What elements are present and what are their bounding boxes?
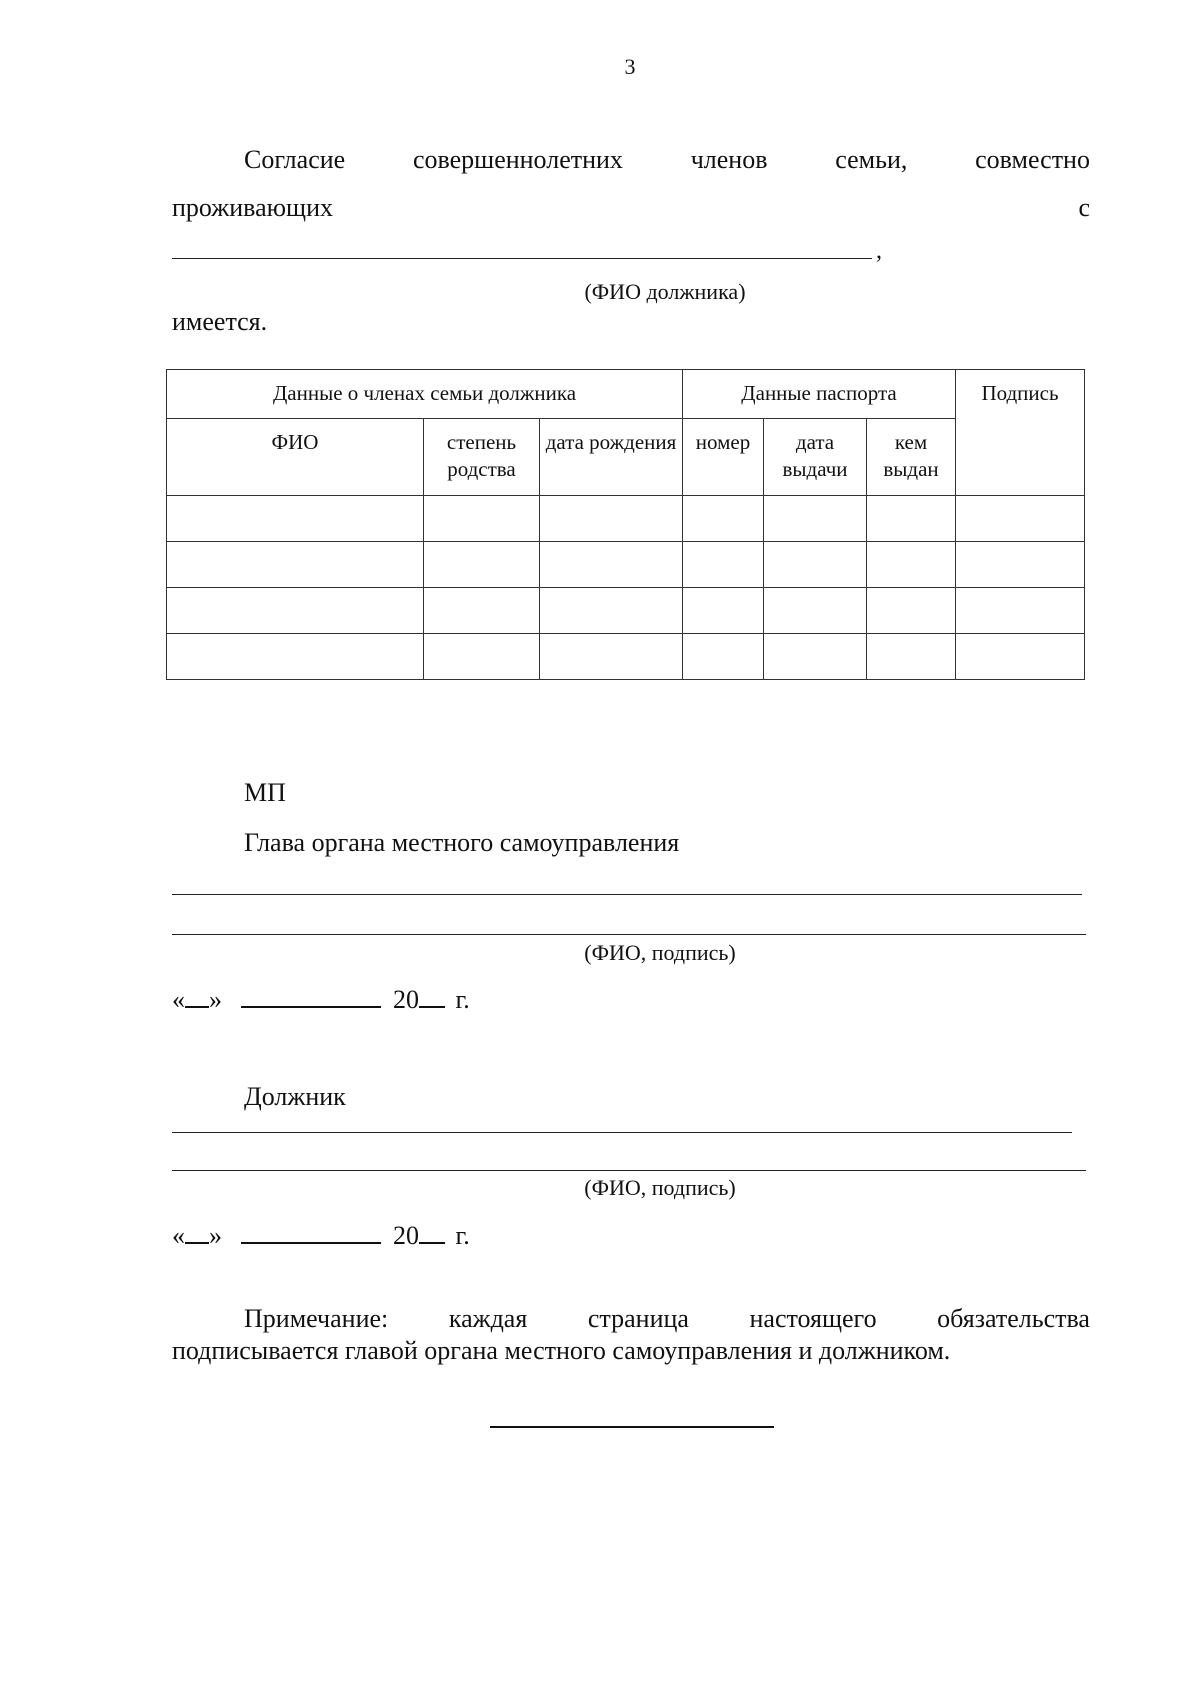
table-cell[interactable] — [683, 542, 764, 588]
note-word: страница — [587, 1304, 689, 1333]
table-cell[interactable] — [683, 496, 764, 542]
intro-word: Согласие — [244, 145, 346, 174]
header-issue-date: дата выдачи — [764, 419, 867, 496]
note-line-1 — [172, 1304, 1090, 1334]
year-blank[interactable] — [419, 1220, 445, 1244]
table-cell[interactable] — [867, 634, 956, 680]
table-cell[interactable] — [764, 496, 867, 542]
note-word: обязательства — [937, 1304, 1090, 1333]
table-cell[interactable] — [956, 634, 1085, 680]
header-passport-data: Данные паспорта — [683, 370, 956, 419]
debtor-title: Должник — [244, 1082, 346, 1111]
family-members-table — [166, 369, 1085, 680]
table-cell[interactable] — [167, 542, 424, 588]
year-suffix: г. — [455, 1221, 470, 1250]
intro-word: с — [1078, 193, 1090, 222]
intro-tail: имеется. — [172, 307, 268, 336]
note-word: Примечание: — [244, 1304, 389, 1333]
head-date-line — [172, 984, 470, 1015]
table-cell[interactable] — [424, 634, 540, 680]
debtor-date-line — [172, 1220, 470, 1251]
table-cell[interactable] — [424, 588, 540, 634]
close-quote: » — [209, 1221, 222, 1250]
table-cell[interactable] — [764, 634, 867, 680]
open-quote: « — [172, 985, 185, 1014]
stamp-mark: МП — [244, 778, 286, 807]
day-blank[interactable] — [185, 984, 209, 1008]
header-fio: ФИО — [167, 419, 424, 496]
head-blank-line-1[interactable] — [172, 894, 1082, 895]
intro-word: членов — [690, 145, 768, 174]
table-cell[interactable] — [867, 496, 956, 542]
intro-word: семьи, — [835, 145, 908, 174]
debtor-name-blank[interactable] — [172, 258, 872, 259]
table-cell[interactable] — [764, 542, 867, 588]
header-issued-by: кем выдан — [867, 419, 956, 496]
table-cell[interactable] — [540, 588, 683, 634]
intro-word: проживающих — [172, 193, 333, 222]
table-cell[interactable] — [956, 542, 1085, 588]
head-blank-line-2[interactable] — [172, 934, 1086, 935]
month-blank[interactable] — [241, 1220, 381, 1244]
intro-word: совершеннолетних — [412, 145, 623, 174]
table-row — [167, 588, 1085, 634]
table-cell[interactable] — [540, 496, 683, 542]
year-suffix: г. — [455, 985, 470, 1014]
table-cell[interactable] — [683, 634, 764, 680]
table-cell[interactable] — [683, 588, 764, 634]
table-cell[interactable] — [540, 634, 683, 680]
table-cell[interactable] — [867, 588, 956, 634]
header-family-data: Данные о членах семьи должника — [167, 370, 683, 419]
open-quote: « — [172, 1221, 185, 1250]
intro-line-1 — [172, 145, 1090, 175]
note-word: настоящего — [749, 1304, 877, 1333]
head-title: Глава органа местного самоуправления — [244, 828, 680, 857]
page-number: 3 — [624, 54, 636, 79]
comma: , — [876, 238, 882, 264]
year-prefix: 20 — [393, 1221, 419, 1250]
table-cell[interactable] — [167, 496, 424, 542]
table-cell[interactable] — [956, 496, 1085, 542]
head-caption: (ФИО, подпись) — [584, 940, 736, 965]
table-cell[interactable] — [540, 542, 683, 588]
header-relation: степень родства — [424, 419, 540, 496]
debtor-caption: (ФИО, подпись) — [584, 1175, 736, 1200]
table-cell[interactable] — [167, 634, 424, 680]
close-quote: » — [209, 985, 222, 1014]
table-cell[interactable] — [424, 496, 540, 542]
year-blank[interactable] — [419, 984, 445, 1008]
table-cell[interactable] — [424, 542, 540, 588]
table-row — [167, 634, 1085, 680]
table-cell[interactable] — [167, 588, 424, 634]
table-cell[interactable] — [956, 588, 1085, 634]
table-row — [167, 496, 1085, 542]
note-word: каждая — [448, 1304, 528, 1333]
day-blank[interactable] — [185, 1220, 209, 1244]
table-cell[interactable] — [764, 588, 867, 634]
year-prefix: 20 — [393, 985, 419, 1014]
intro-word: совместно — [975, 145, 1090, 174]
header-birth-date: дата рождения — [540, 419, 683, 496]
intro-line-2 — [172, 193, 1090, 223]
debtor-blank-line-1[interactable] — [172, 1132, 1072, 1133]
end-rule — [490, 1426, 774, 1428]
table-row — [167, 542, 1085, 588]
header-signature: Подпись — [956, 370, 1085, 496]
note-line-2: подписывается главой органа местного самоуправления и должником. — [172, 1336, 951, 1365]
table-cell[interactable] — [867, 542, 956, 588]
month-blank[interactable] — [241, 984, 381, 1008]
debtor-name-caption: (ФИО должника) — [584, 279, 746, 304]
header-passport-number: номер — [683, 419, 764, 496]
debtor-blank-line-2[interactable] — [172, 1170, 1086, 1171]
